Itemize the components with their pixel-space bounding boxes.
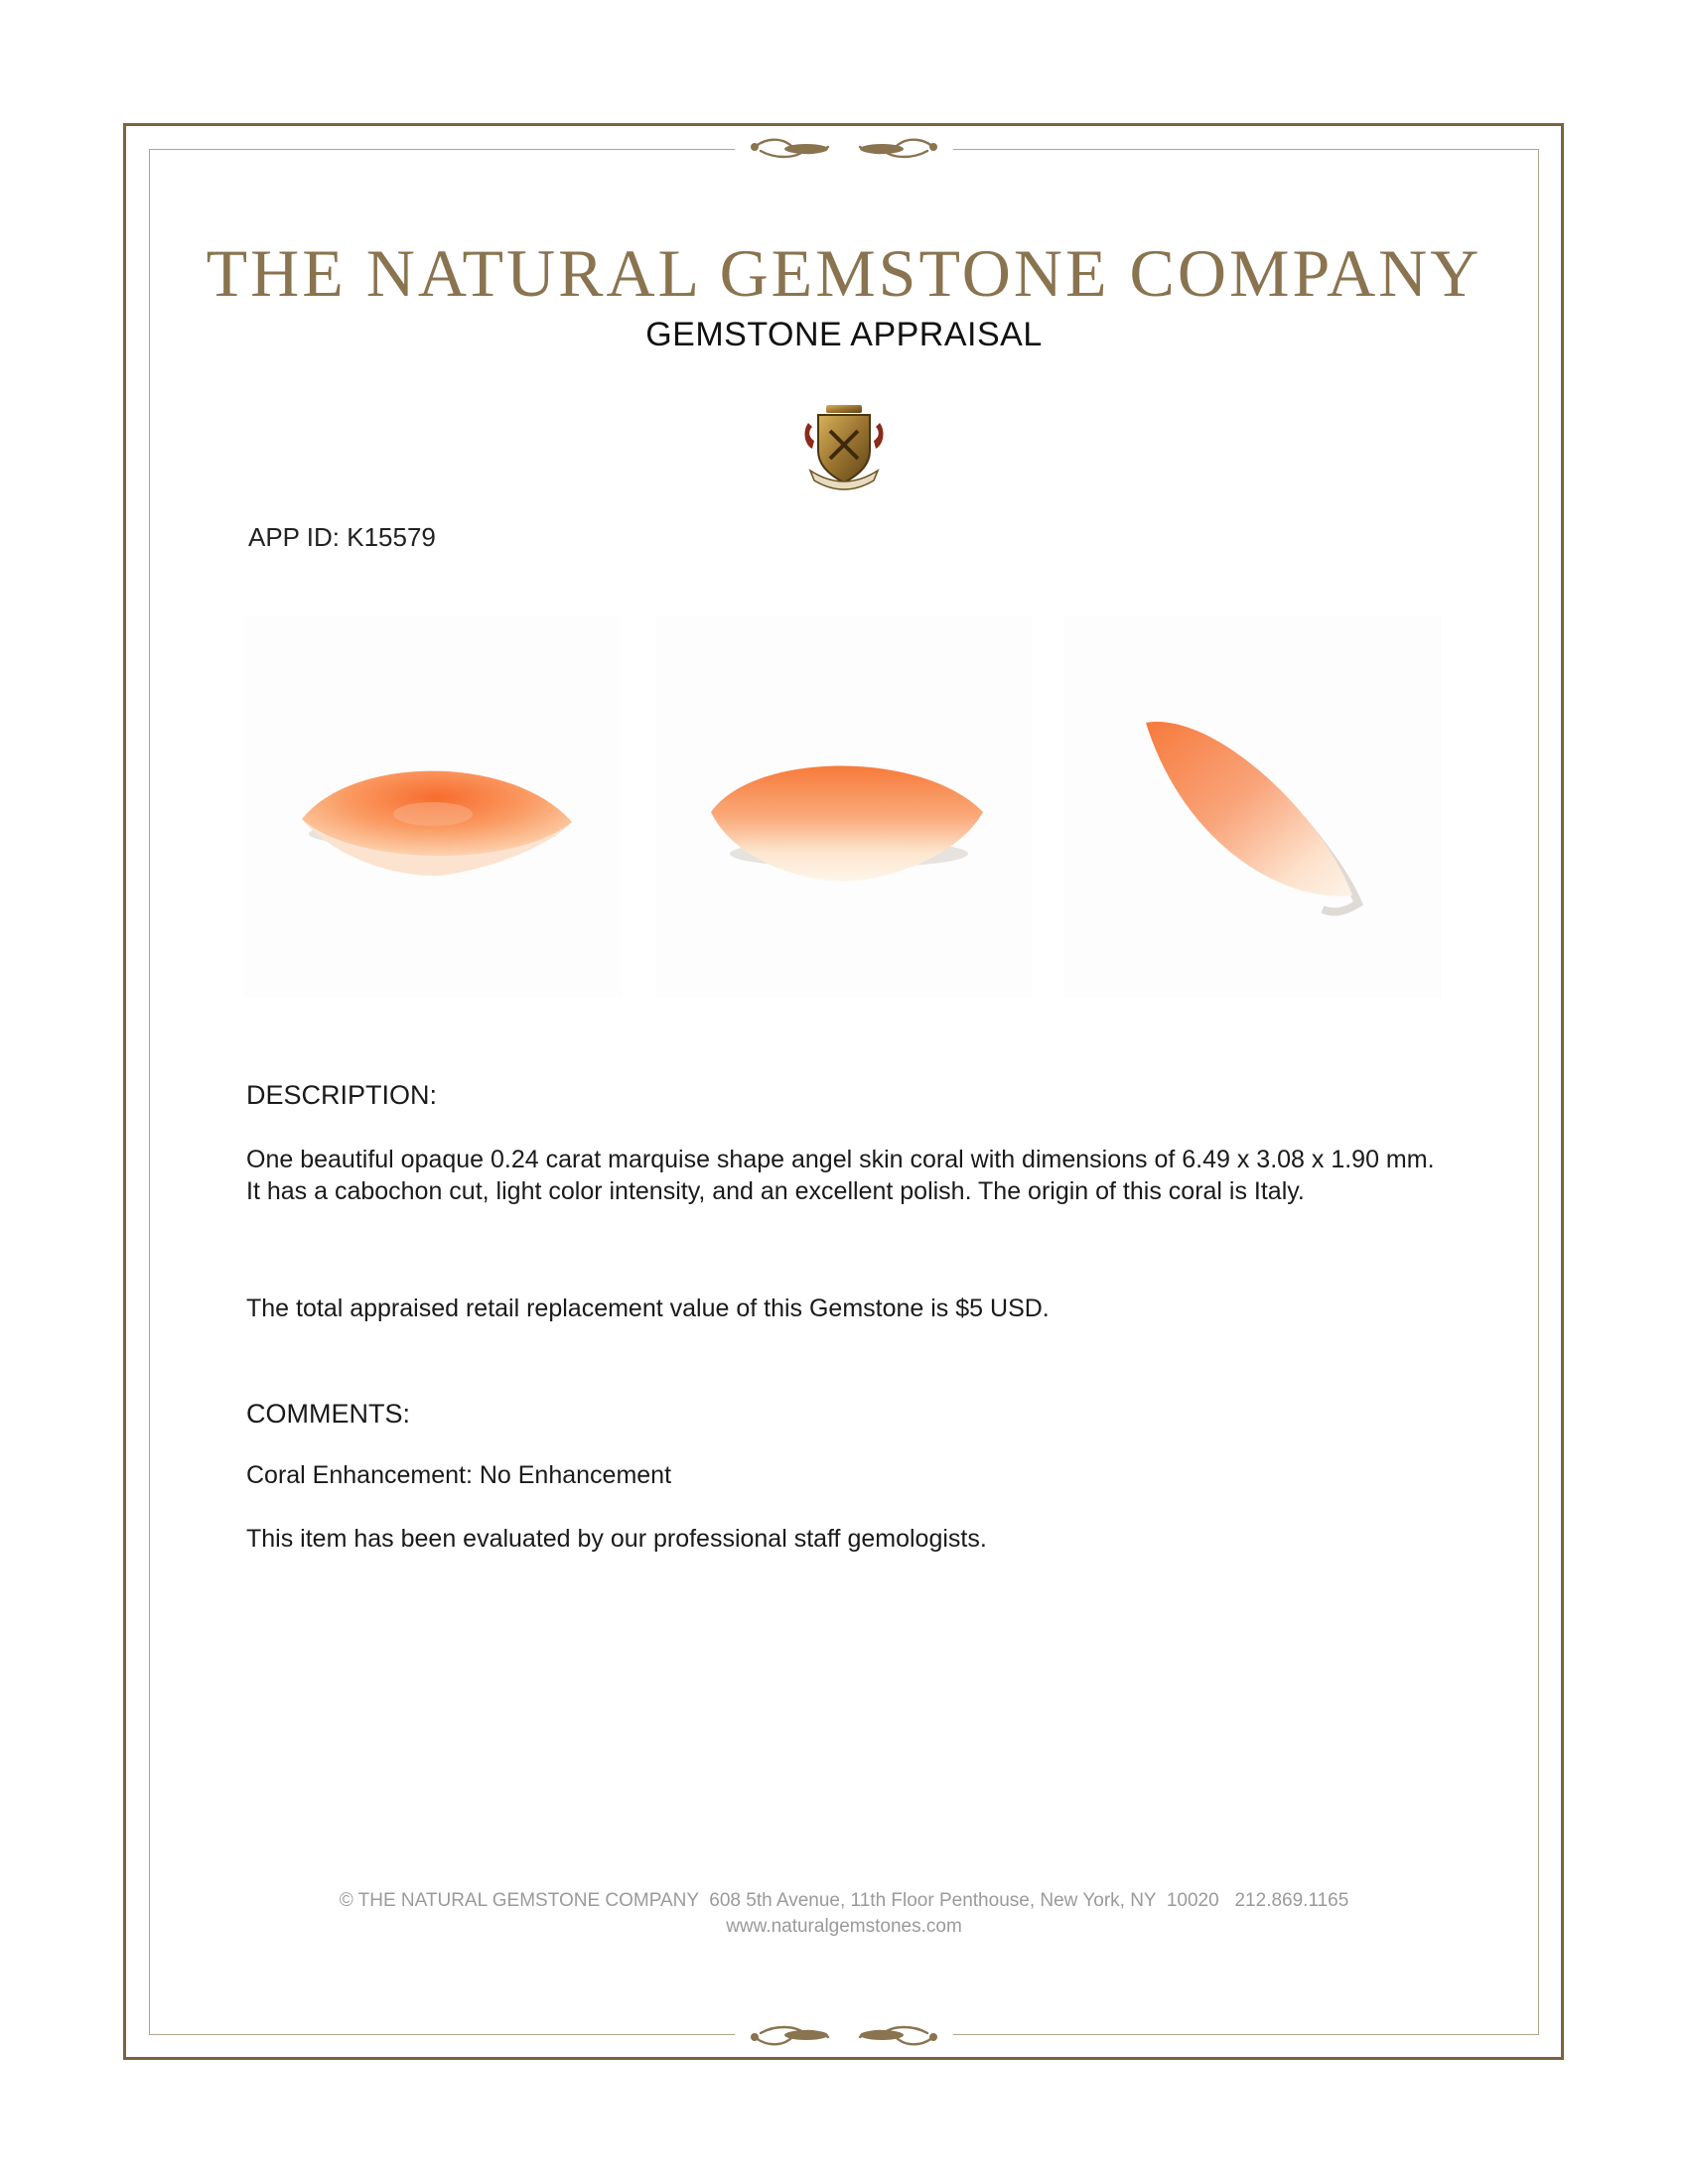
enhancement-comment: Coral Enhancement: No Enhancement xyxy=(246,1461,672,1489)
document-title: GEMSTONE APPRAISAL xyxy=(645,316,1043,353)
footer-website: www.naturalgemstones.com xyxy=(726,1916,962,1937)
comments-heading: COMMENTS: xyxy=(246,1399,410,1429)
top-flourish-icon xyxy=(745,129,943,169)
gem-photo-angled xyxy=(1064,615,1442,998)
description-heading: DESCRIPTION: xyxy=(246,1080,438,1110)
app-id-value: K15579 xyxy=(347,522,436,552)
bottom-flourish-icon xyxy=(745,2015,943,2055)
description-text: One beautiful opaque 0.24 carat marquise shape angel skin coral with dimensions of 6.49 x 3.08 x 1.90 mm. It has a cabochon cut, light color intensity, and an excellent polish. The origin of this coral is Italy. xyxy=(246,1146,1435,1205)
gem-photo-side xyxy=(655,615,1033,998)
gem-photo-front xyxy=(244,615,622,998)
evaluation-comment: This item has been evaluated by our professional staff gemologists. xyxy=(246,1525,987,1553)
company-title: THE NATURAL GEMSTONE COMPANY xyxy=(206,235,1482,311)
value-statement: The total appraised retail replacement value of this Gemstone is $5 USD. xyxy=(246,1295,1050,1322)
crest-shield-icon xyxy=(800,401,888,492)
marquise-gem-icon xyxy=(244,615,622,998)
app-id-label: APP ID: xyxy=(248,522,341,552)
marquise-gem-icon xyxy=(655,615,1033,998)
marquise-gem-icon xyxy=(1064,615,1442,998)
app-id xyxy=(248,522,436,553)
footer-address: © THE NATURAL GEMSTONE COMPANY 608 5th Avenue, 11th Floor Penthouse, New York, NY 10020 212.869.1165 xyxy=(339,1890,1349,1911)
